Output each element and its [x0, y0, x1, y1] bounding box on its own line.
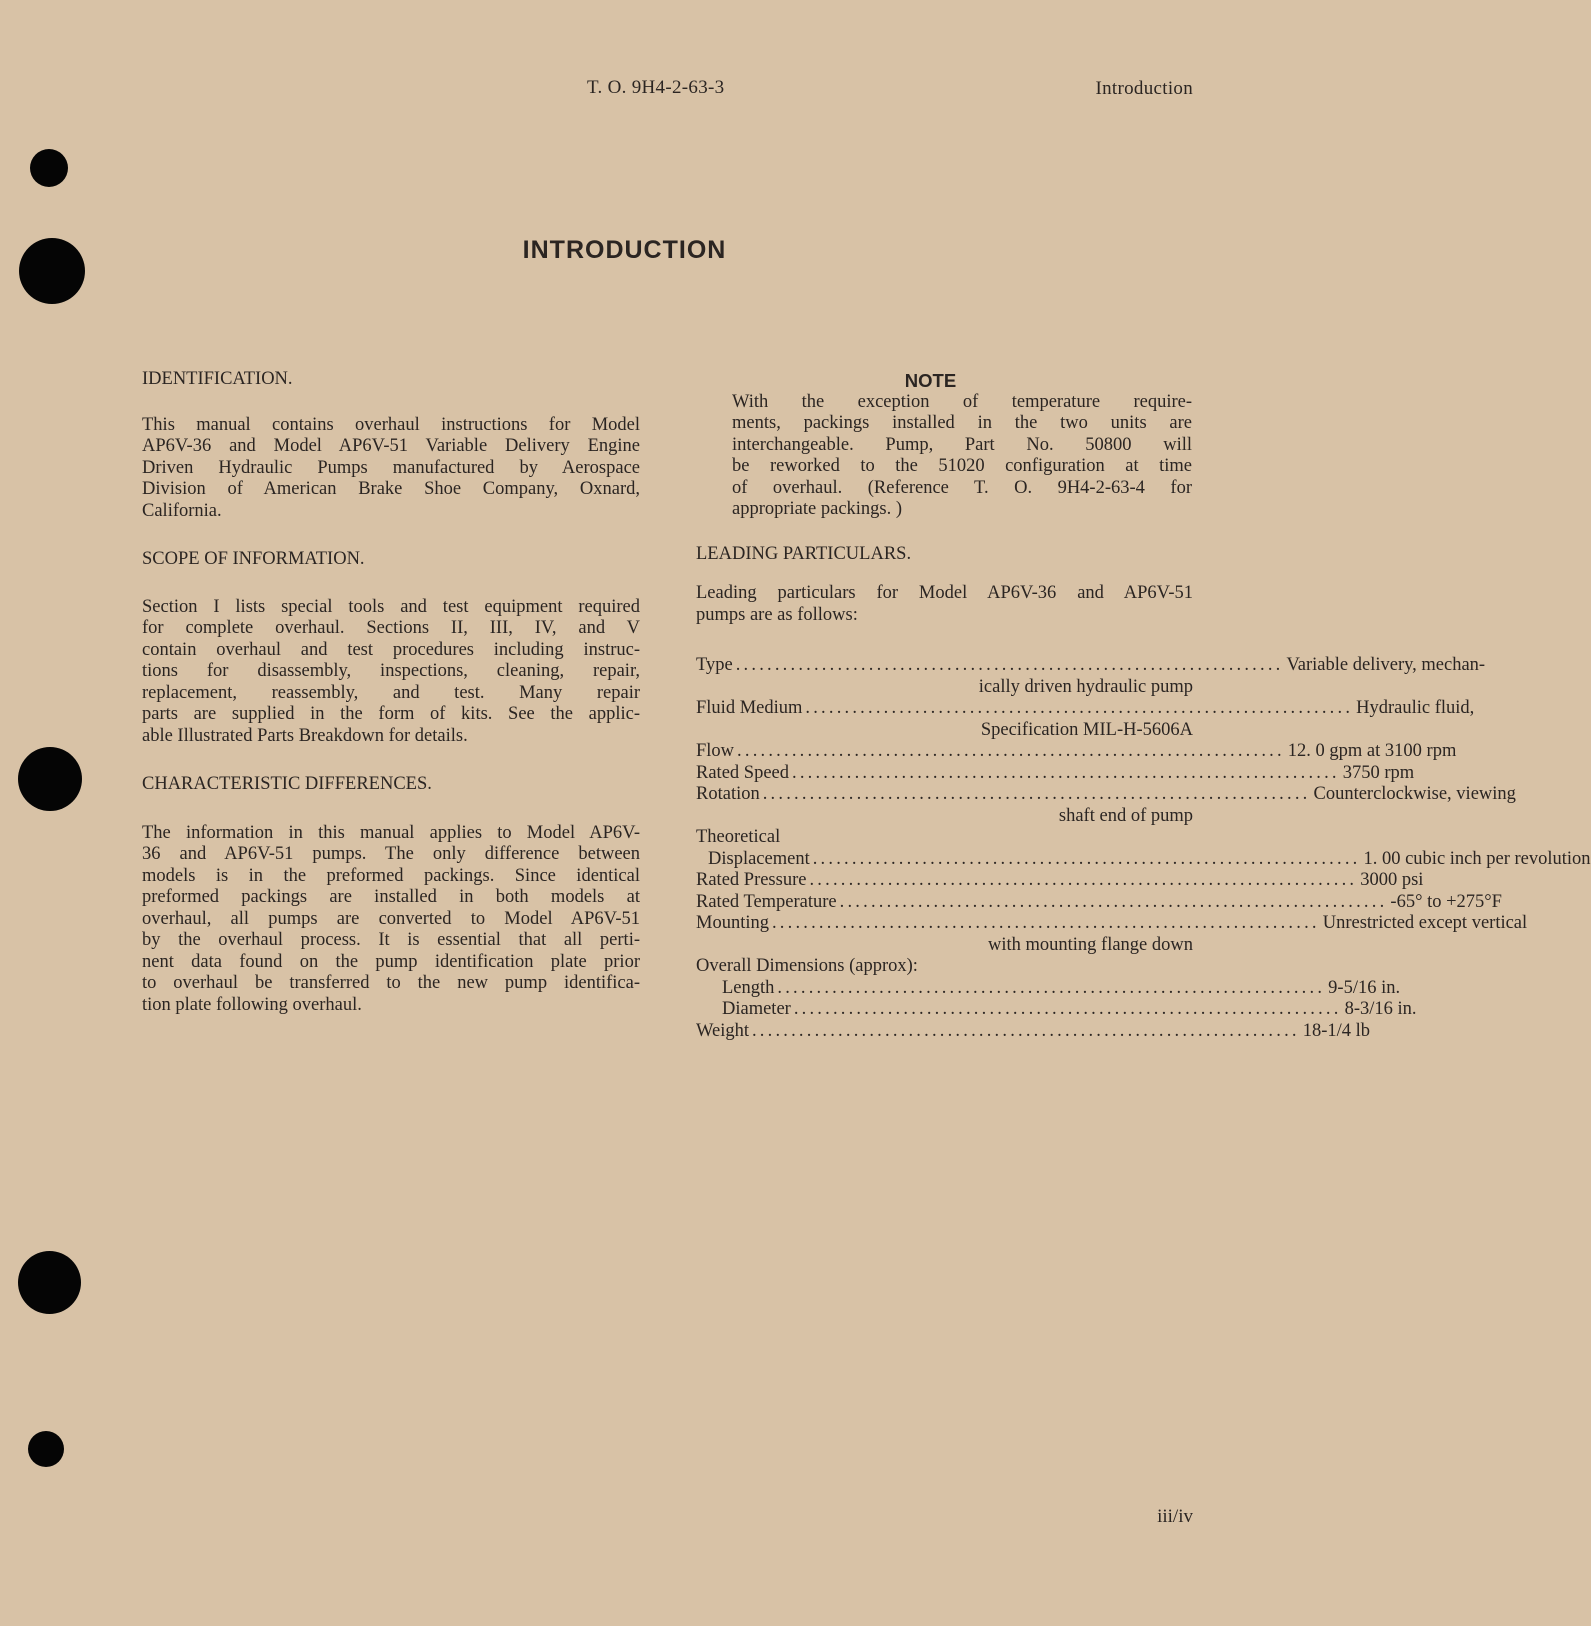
page-title: INTRODUCTION	[522, 236, 727, 264]
spec-row-displacement: Displacement ...................................................................... 1. 00 cubic inch per revolution	[708, 848, 1591, 869]
spec-row-mounting: Mounting ...................................................................... Unrestricted except vertical	[696, 913, 1528, 933]
scope-paragraph: Section I lists special tools and test equipment required for complete overhaul. Sections II, III, IV, and V contain overhaul and test procedures including instruc- tions for disassembly, inspections, cleaning, repair, replacement, reassembly, and test. Many repair parts are supplied in the form of kits. See the applic- able Illustrated Parts Breakdown for details.	[142, 596, 640, 746]
right-column	[696, 370, 1591, 1042]
spec-row-fluid-medium: Fluid Medium ...................................................................... Hydraulic fluid,	[696, 698, 1475, 718]
differences-paragraph: The information in this manual applies to Model AP6V- 36 and AP6V-51 pumps. The only difference between models is in the preformed packings. Since identical preformed packings are installed in both models at overhaul, all pumps are converted to Model AP6V-51 by the overhaul process. It is essential that all perti- nent data found on the pump identification plate prior to overhaul be transferred to the new pump identifica- tion plate following overhaul.	[142, 822, 640, 1015]
note-heading: NOTE	[904, 370, 957, 391]
spec-row-flow: Flow ...................................................................... 12. 0 gpm at 3100 rpm	[696, 741, 1457, 761]
spec-row-theoretical: Theoretical	[696, 827, 781, 847]
section-heading-leading-particulars: LEADING PARTICULARS.	[696, 543, 912, 564]
doc-number: T. O. 9H4-2-63-3	[587, 77, 725, 98]
spec-row-rated-pressure: Rated Pressure ...................................................................... 3000 psi	[696, 870, 1424, 890]
page-number: iii/iv	[1157, 1506, 1193, 1527]
spec-row-overall-dimensions: Overall Dimensions (approx):	[696, 956, 918, 976]
section-heading-scope: SCOPE OF INFORMATION.	[142, 549, 365, 569]
spec-row-type: Type ...................................................................... Variable delivery, mechan-	[696, 655, 1486, 675]
section-heading-identification: IDENTIFICATION.	[142, 369, 293, 389]
spec-row-rotation: Rotation ...................................................................... Counterclockwise, viewing	[696, 784, 1516, 804]
binder-hole	[30, 149, 68, 187]
spec-row-weight: Weight ...................................................................... 18-1/4 lb	[696, 1020, 1371, 1041]
leading-particulars-list: Type ...................................................................... Variable delivery, mechan- ically driven hydraulic pump Fluid Medium ...................................................................... Hydraulic fluid, Specification MIL-H-5606A Flow ...................................................................... 12. 0 gpm at 3100 rpm Rated Speed ...................................................................... 3750 rpm Rotation ...................................................................... Counterclockwise, viewing shaft end of pump Theoretical Displacement ...................................................................... 1. 00 cubic inch per revolution Rated Pressure ...................................................................... 3000 psi Rated Temperature ...................................................................... -65° to +275°F Mounting ...................................................................... Unrestricted except vertical with mounting flange down Overall Dimensions (approx): Length ...................................................................... 9-5/16 in. Diameter ...................................................................... 8-3/16 in. Weight ...................................................................... 18-1/4 lb	[696, 655, 1591, 1041]
identification-paragraph: This manual contains overhaul instructions for Model AP6V-36 and Model AP6V-51 Variable Delivery Engine Driven Hydraulic Pumps manufactured by Aerospace Division of American Brake Shoe Company, Oxnard, California.	[142, 414, 640, 521]
binder-hole	[18, 747, 82, 811]
spec-row-diameter: Diameter ...................................................................... 8-3/16 in.	[722, 999, 1417, 1019]
binder-hole	[18, 1251, 81, 1314]
section-heading-differences: CHARACTERISTIC DIFFERENCES.	[142, 774, 432, 794]
spec-row-rated-speed: Rated Speed ...................................................................... 3750 rpm	[696, 762, 1415, 783]
leading-paragraph: Leading particulars for Model AP6V-36 and AP6V-51 pumps are as follows:	[696, 583, 1193, 625]
spec-row-rated-temperature: Rated Temperature ...................................................................... -65° to +275°F	[696, 891, 1502, 912]
note-paragraph: With the exception of temperature require- ments, packings installed in the two units are interchangeable. Pump, Part No. 50800 will be reworked to the 51020 configuration at time of overhaul. (Reference T. O. 9H4-2-63-4 for appropriate packings. )	[732, 391, 1192, 519]
binder-hole	[28, 1431, 64, 1467]
left-column	[142, 369, 640, 1016]
spec-row-length: Length ...................................................................... 9-5/16 in.	[722, 977, 1401, 998]
running-head: Introduction	[1095, 78, 1193, 99]
